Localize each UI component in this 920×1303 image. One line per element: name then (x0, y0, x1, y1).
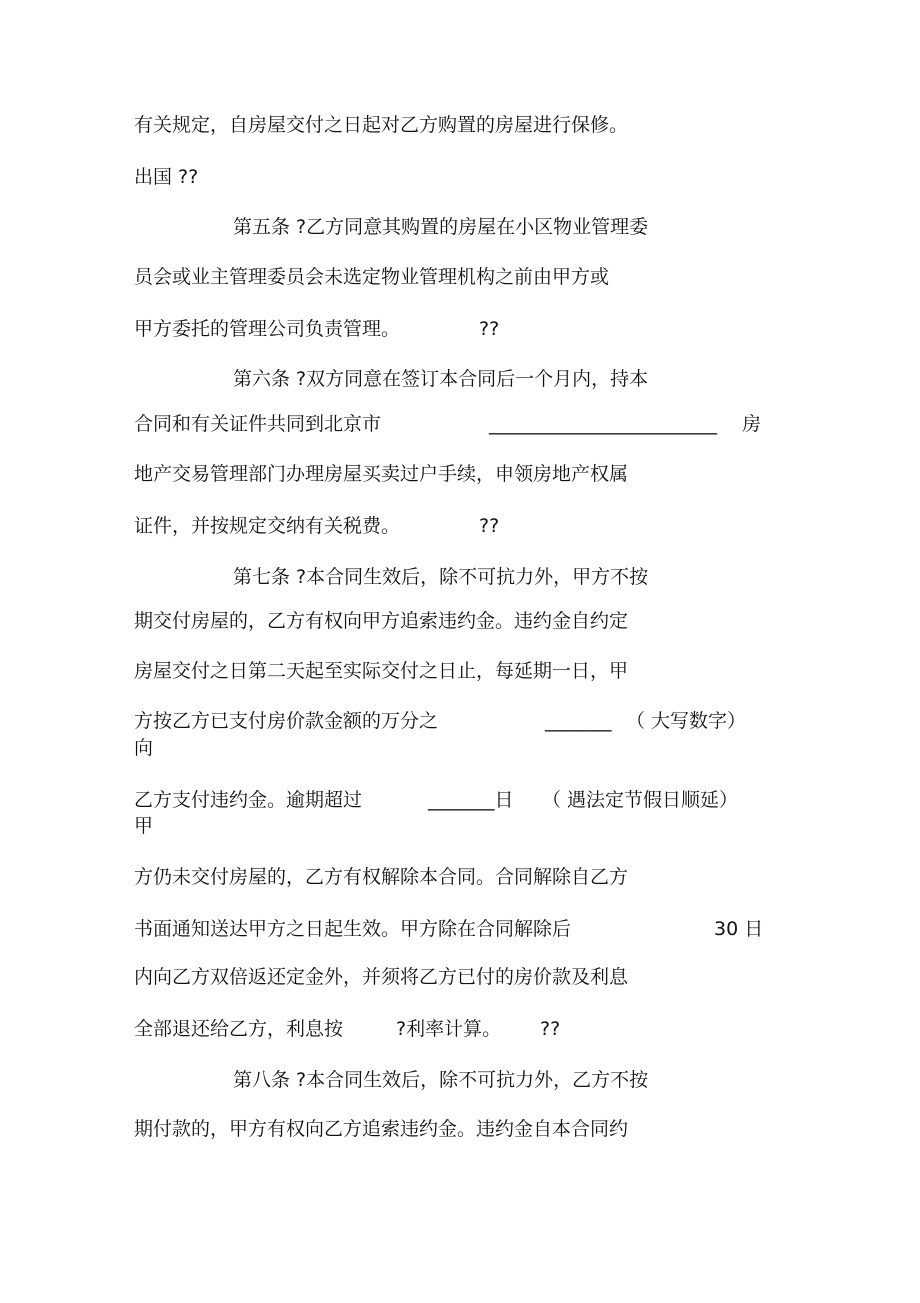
text-fragment: 证件，并按规定交纳有关税费。 (134, 515, 401, 537)
text-line: 出国 ?? (134, 166, 199, 188)
text-line: 员会或业主管理委员会未选定物业管理机构之前由甲方或 (134, 266, 610, 288)
text-fragment: （ 大写数字） (626, 710, 747, 732)
article-6-heading-line: 第六条 ?双方同意在签订本合同后一个月内，持本 (233, 368, 649, 390)
article-7-heading-line: 第七条 ?本合同生效后，除不可抗力外，甲方不按 (233, 566, 649, 588)
text-line: 内向乙方双倍返还定金外，并须将乙方已付的房价款及利息 (134, 966, 629, 988)
blank-fill-line: _______ (545, 710, 612, 732)
article-5-heading-line: 第五条 ?乙方同意其购置的房屋在小区物业管理委 (233, 216, 649, 238)
placeholder-marks: ?? (540, 1018, 561, 1040)
text-fragment: 书面通知送达甲方之日起生效。甲方除在合同解除后 (134, 918, 572, 940)
text-fragment: （ 遇法定节假日顺延） (542, 789, 739, 811)
placeholder-marks: ?? (479, 515, 500, 537)
text-fragment: 合同和有关证件共同到北京市 (134, 413, 382, 435)
text-fragment: 方按乙方已支付房价款金额的万分之 (134, 710, 439, 732)
text-line: 甲 (134, 815, 154, 837)
text-fragment: 30 日 (714, 918, 764, 940)
text-line: 有关规定，自房屋交付之日起对乙方购置的房屋进行保修。 (134, 114, 629, 136)
text-line: 期付款的，甲方有权向乙方追索违约金。违约金自本合同约 (134, 1118, 629, 1140)
text-line: 地产交易管理部门办理房屋买卖过户手续，申领房地产权属 (134, 463, 629, 485)
text-fragment: 乙方支付违约金。逾期超过 (134, 789, 363, 811)
article-8-heading-line: 第八条 ?本合同生效后，除不可抗力外，乙方不按 (233, 1069, 649, 1091)
blank-fill-line: _______日 (428, 789, 514, 811)
text-line: 期交付房屋的，乙方有权向甲方追索违约金。违约金自约定 (134, 610, 629, 632)
blank-fill-line: ________________________ (489, 413, 717, 435)
text-line: 房屋交付之日第二天起至实际交付之日止，每延期一日，甲 (134, 660, 629, 682)
text-fragment: 甲方委托的管理公司负责管理。 (134, 318, 401, 340)
text-fragment: ?利率计算。 (396, 1018, 502, 1040)
text-line: 方仍未交付房屋的，乙方有权解除本合同。合同解除自乙方 (134, 866, 629, 888)
text-line: 向 (134, 737, 154, 759)
text-fragment: 全部退还给乙方，利息按 (134, 1018, 344, 1040)
text-fragment: 房 (742, 413, 762, 435)
placeholder-marks: ?? (479, 318, 500, 340)
